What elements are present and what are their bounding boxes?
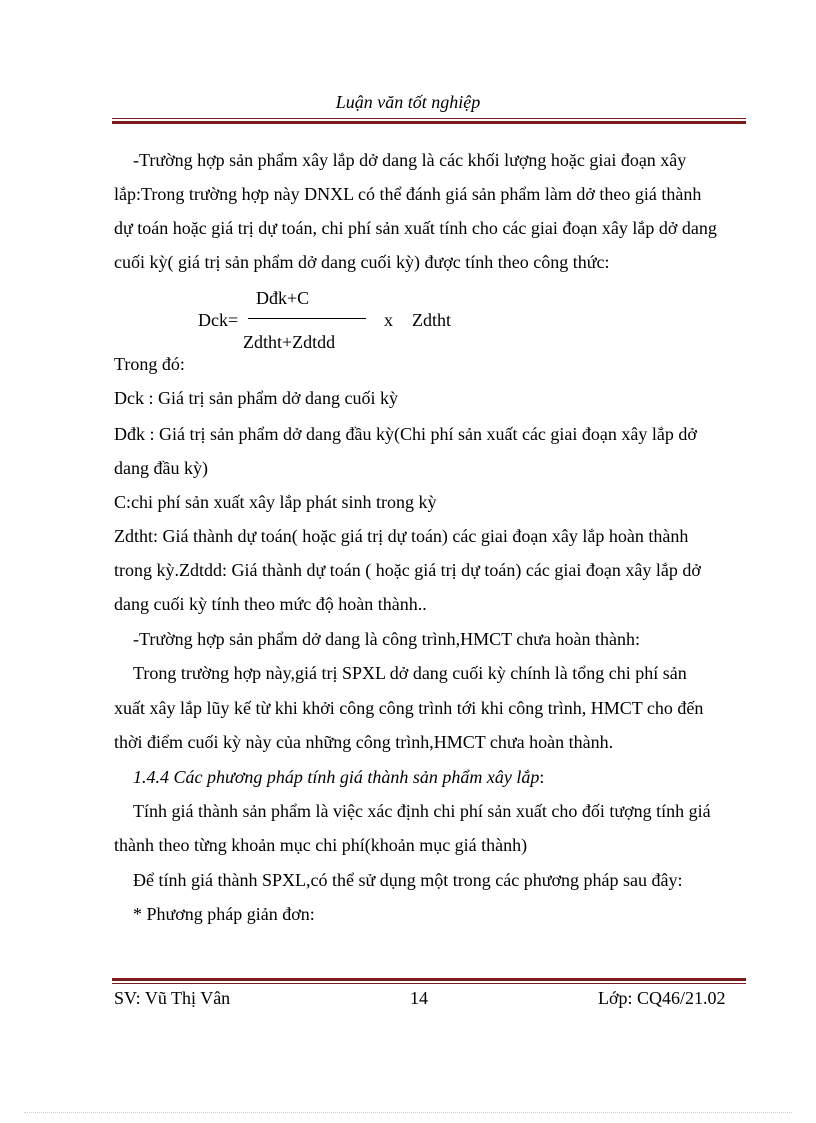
header-rule-thin	[112, 118, 746, 119]
paragraph-line: xuất xây lắp lũy kế từ khi khởi công công trình tới khi công trình, HMCT cho đến	[114, 698, 704, 718]
paragraph-line: lắp:Trong trường hợp này DNXL có thể đánh giá sản phẩm làm dở theo giá thành	[114, 184, 702, 204]
formula-numerator: Dđk+C	[256, 288, 310, 308]
paragraph-line: -Trường hợp sản phẩm xây lắp dở dang là các khối lượng hoặc giai đoạn xây	[133, 150, 687, 170]
section-heading-colon: :	[539, 767, 545, 787]
section-heading-text: 1.4.4 Các phương pháp tính giá thành sản phẩm xây lắp	[133, 767, 540, 787]
paragraph-line: thành theo từng khoản mục chi phí(khoản mục giá thành)	[114, 835, 528, 855]
definition-line: Zdtht: Giá thành dự toán( hoặc giá trị dự toán) các giai đoạn xây lắp hoàn thành	[114, 526, 689, 546]
formula-factor: Zdtht	[412, 310, 451, 330]
paragraph-line: Để tính giá thành SPXL,có thể sử dụng một trong các phương pháp sau đây:	[133, 870, 683, 890]
fraction-bar	[248, 318, 366, 319]
definition-line: C:chi phí sản xuất xây lắp phát sinh trong kỳ	[114, 492, 437, 512]
definition-line: Dđk : Giá trị sản phẩm dở dang đầu kỳ(Chi phí sản xuất các giai đoạn xây lắp dở	[114, 424, 697, 444]
paragraph-line: Tính giá thành sản phẩm là việc xác định chi phí sản xuất cho đối tượng tính giá	[133, 801, 711, 821]
footer-rule-thin	[112, 983, 746, 984]
formula-denominator: Zdtht+Zdtdd	[243, 332, 336, 352]
definition-line: dang đầu kỳ)	[114, 458, 208, 478]
paragraph-line: * Phương pháp giản đơn:	[133, 904, 315, 924]
paragraph-line: dự toán hoặc giá trị dự toán, chi phí sản xuất tính cho các giai đoạn xây lắp dở dang	[114, 218, 717, 238]
formula-lhs: Dck=	[198, 310, 239, 330]
page-header-title: Luận văn tốt nghiệp	[335, 92, 481, 112]
footer-student: SV: Vũ Thị Vân	[114, 988, 231, 1008]
paragraph-line: cuối kỳ( giá trị sản phẩm dở dang cuối kỳ) được tính theo công thức:	[114, 252, 610, 272]
definition-line: dang cuối kỳ tính theo mức độ hoàn thành..	[114, 594, 427, 614]
footer-rule-thick	[112, 978, 746, 981]
footer-page-number: 14	[410, 988, 428, 1008]
formula-times: x	[384, 310, 393, 330]
definition-line: trong kỳ.Zdtdd: Giá thành dự toán ( hoặc giá trị dự toán) các giai đoạn xây lắp dở	[114, 560, 701, 580]
paragraph-line: Trong trường hợp này,giá trị SPXL dở dang cuối kỳ chính là tổng chi phí sản	[133, 663, 687, 683]
definitions-heading: Trong đó:	[114, 354, 185, 374]
paragraph-line: -Trường hợp sản phẩm dở dang là công trình,HMCT chưa hoàn thành:	[133, 629, 641, 649]
section-heading	[133, 765, 544, 789]
footer-class: Lớp: CQ46/21.02	[598, 988, 726, 1008]
paragraph-line: thời điểm cuối kỳ này của những công trình,HMCT chưa hoàn thành.	[114, 732, 614, 752]
definition-line: Dck : Giá trị sản phẩm dở dang cuối kỳ	[114, 388, 398, 408]
header-rule-thick	[112, 121, 746, 124]
page-bottom-border	[24, 1112, 792, 1113]
